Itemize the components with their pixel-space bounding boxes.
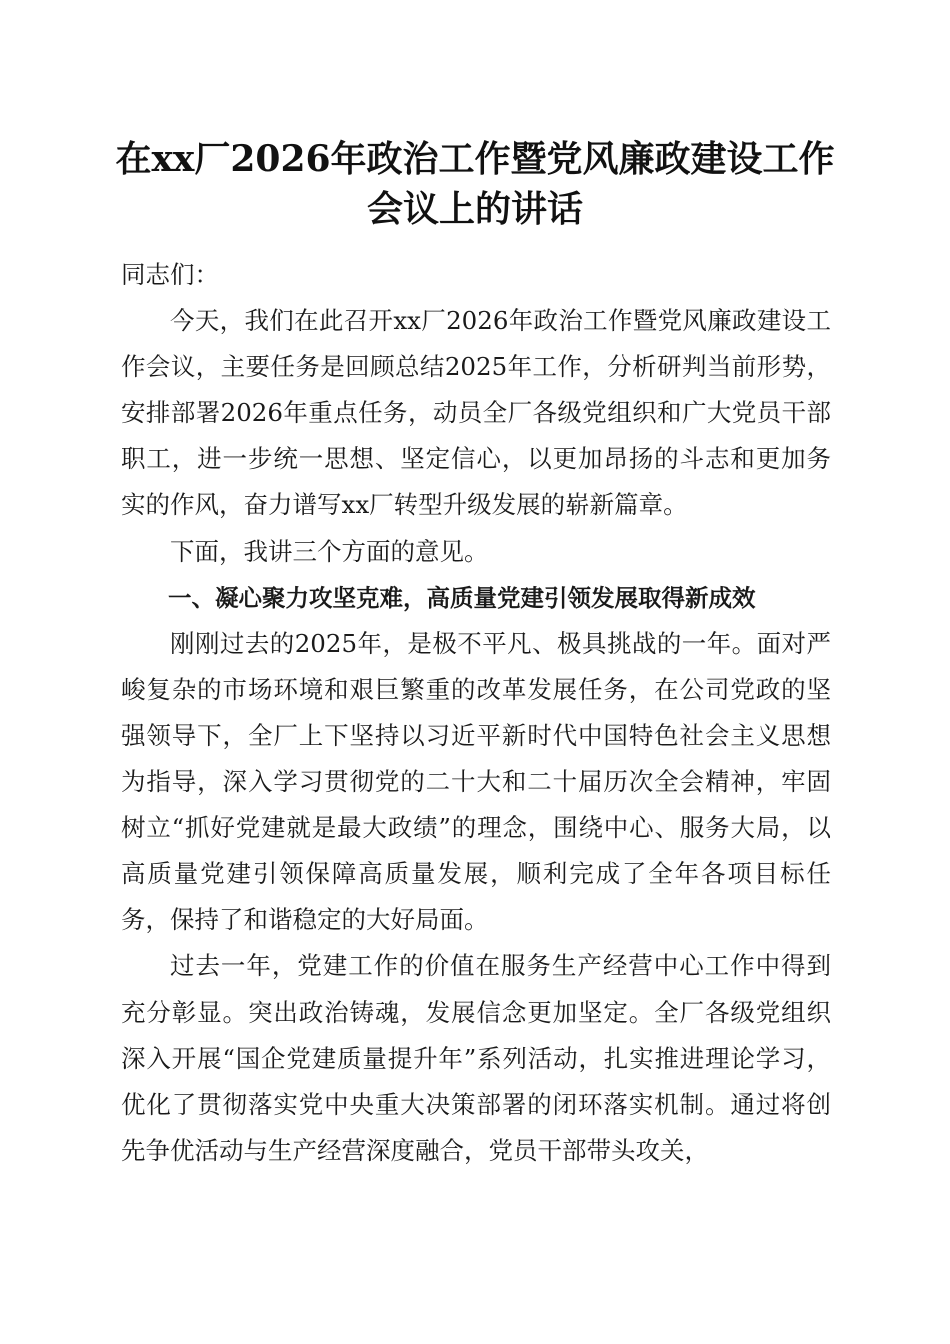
section-heading-1: 一、凝心聚力攻坚克难，高质量党建引领发展取得新成效: [168, 583, 756, 612]
document-body: [121, 252, 831, 1174]
title-line-1: 在xx厂2026年政治工作暨党风廉政建设工作: [115, 138, 835, 180]
paragraph-outline: 下面，我讲三个方面的意见。: [170, 536, 489, 566]
paragraph-achievements: 过去一年，党建工作的价值在服务生产经营中心工作中得到充分彰显。突出政治铸魂，发展信念更加坚定。全厂各级党组织深入开展“国企党建质量提升年”系列活动，扎实推进理论学习，优化了贯彻落实党中央重大决策部署的闭环落实机制。通过将创先争优活动与生产经营深度融合，党员干部带头攻关，: [121, 951, 831, 1165]
document-title: [100, 134, 850, 234]
title-line-2: 会议上的讲话: [366, 188, 583, 230]
salutation: 同志们：: [121, 260, 219, 289]
paragraph-review: 刚刚过去的2025年，是极不平凡、极具挑战的一年。面对严峻复杂的市场环境和艰巨繁重的改革发展任务，在公司党政的坚强领导下，全厂上下坚持以习近平新时代中国特色社会主义思想为指导，深入学习贯彻党的二十大和二十届历次全会精神，牢固树立“抓好党建就是最大政绩”的理念，围绕中心、服务大局，以高质量党建引领保障高质量发展，顺利完成了全年各项目标任务，保持了和谐稳定的大好局面。: [121, 628, 831, 935]
paragraph-opening: 今天，我们在此召开xx厂2026年政治工作暨党风廉政建设工作会议，主要任务是回顾总结2025年工作，分析研判当前形势，安排部署2026年重点任务，动员全厂各级党组织和广大党员干部职工，进一步统一思想、坚定信心，以更加昂扬的斗志和更加务实的作风，奋力谱写xx厂转型升级发展的崭新篇章。: [121, 306, 831, 520]
